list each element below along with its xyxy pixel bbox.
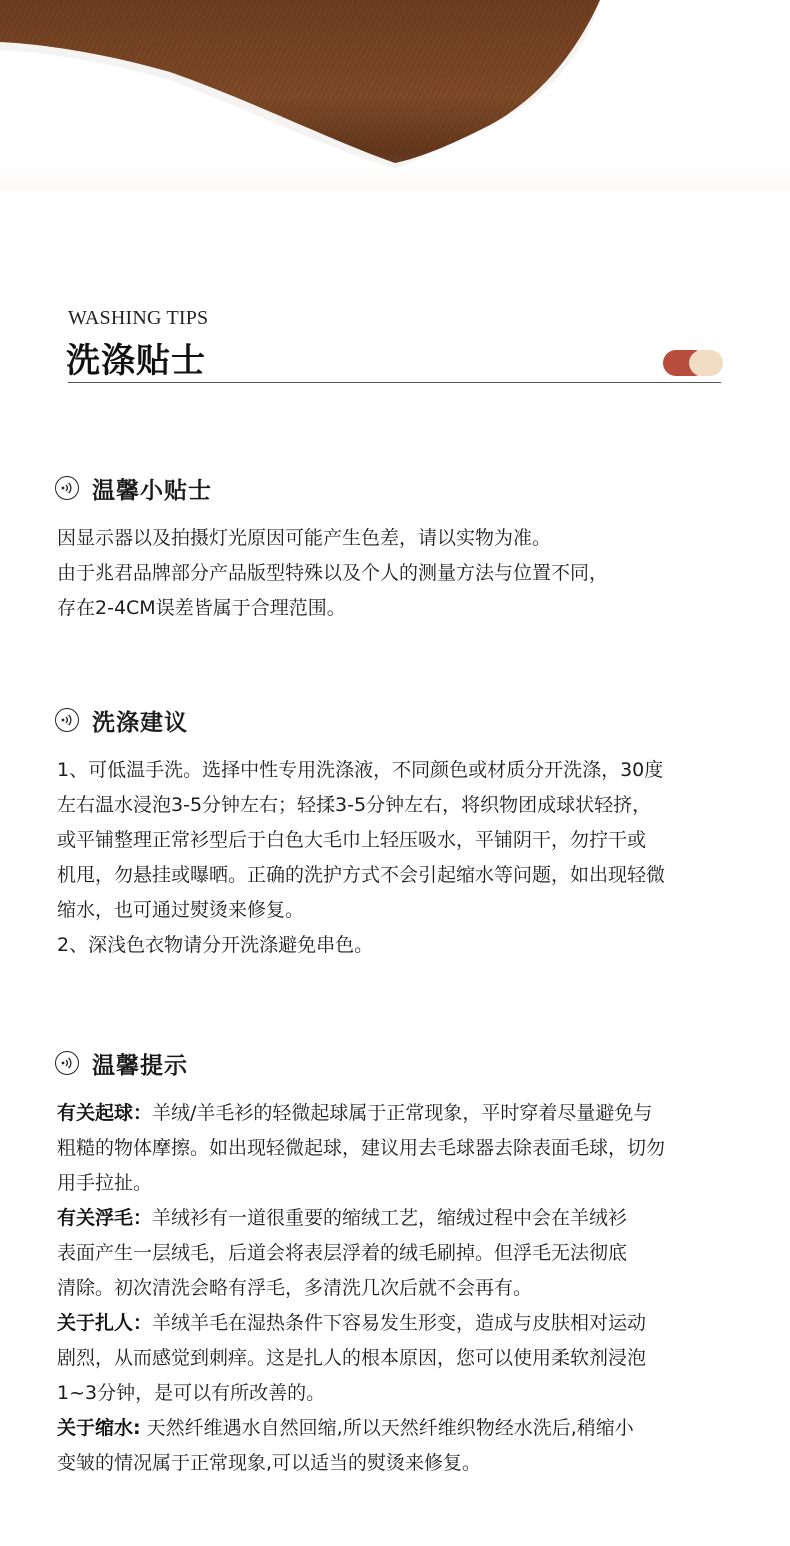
text-line: 表面产生一层绒毛，后道会将表层浮着的绒毛刷掉。但浮毛无法彻底	[57, 1242, 628, 1264]
tip-line	[57, 1201, 747, 1236]
tip-label: 关于缩水:	[57, 1417, 141, 1439]
section-title: 温馨提示	[92, 1053, 188, 1079]
text-line: 变皱的情况属于正常现象,可以适当的熨烫来修复。	[57, 1452, 482, 1474]
section-notice-body	[57, 1096, 747, 1481]
tip-text: 羊绒/羊毛衫的轻微起球属于正常现象，平时穿着尽量避免与	[152, 1102, 653, 1124]
section-tips-body	[57, 521, 747, 626]
text-line: 左右温水浸泡3-5分钟左右；轻揉3-5分钟左右，将织物团成球状轻挤，	[57, 794, 652, 816]
sound-wave-icon	[55, 476, 79, 500]
sound-wave-icon	[55, 708, 79, 732]
text-line: 剧烈，从而感觉到刺痒。这是扎人的根本原因，您可以使用柔软剂浸泡	[57, 1347, 647, 1369]
text-line: 因显示器以及拍摄灯光原因可能产生色差，请以实物为准。	[57, 527, 552, 549]
text-line: 1~3分钟，是可以有所改善的。	[57, 1382, 326, 1404]
header-english-title: WASHING TIPS	[68, 307, 209, 329]
section-title: 温馨小贴士	[92, 478, 212, 504]
tip-line	[57, 1411, 747, 1446]
header-divider	[68, 382, 721, 383]
tip-line	[57, 1306, 747, 1341]
text-line: 1、可低温手洗。选择中性专用洗涤液，不同颜色或材质分开洗涤，30度	[57, 759, 664, 781]
tip-text: 羊绒衫有一道很重要的缩绒工艺，缩绒过程中会在羊绒衫	[152, 1207, 628, 1229]
fabric-photo	[0, 0, 790, 190]
tip-text: 天然纤维遇水自然回缩,所以天然纤维织物经水洗后,稍缩小	[140, 1417, 634, 1439]
text-line: 2、深浅色衣物请分开洗涤避免串色。	[57, 934, 374, 956]
decorative-toggle	[663, 350, 723, 376]
tip-label: 有关浮毛：	[57, 1207, 153, 1229]
tip-label: 有关起球：	[57, 1102, 153, 1124]
tip-line	[57, 1096, 747, 1131]
text-line: 或平铺整理正常衫型后于白色大毛巾上轻压吸水，平铺阴干，勿拧干或	[57, 829, 647, 851]
section-washing-body	[57, 753, 747, 963]
text-line: 缩水，也可通过熨烫来修复。	[57, 899, 305, 921]
text-line: 机甩，勿悬挂或曝晒。正确的洗护方式不会引起缩水等问题，如出现轻微	[57, 864, 666, 886]
text-line: 粗糙的物体摩擦。如出现轻微起球，建议用去毛球器去除表面毛球，切勿	[57, 1137, 666, 1159]
tip-text: 羊绒羊毛在湿热条件下容易发生形变，造成与皮肤相对运动	[152, 1312, 647, 1334]
toggle-cream-pill	[689, 350, 723, 376]
text-line: 存在2-4CM误差皆属于合理范围。	[57, 597, 346, 619]
text-line: 清除。初次清洗会略有浮毛，多清洗几次后就不会再有。	[57, 1277, 533, 1299]
text-line: 用手拉扯。	[57, 1172, 153, 1194]
tip-label: 关于扎人：	[57, 1312, 153, 1334]
section-title: 洗涤建议	[92, 710, 188, 736]
page-title: 洗涤贴士	[66, 341, 206, 381]
sound-wave-icon	[55, 1051, 79, 1075]
text-line: 由于兆君品牌部分产品版型特殊以及个人的测量方法与位置不同，	[57, 562, 609, 584]
